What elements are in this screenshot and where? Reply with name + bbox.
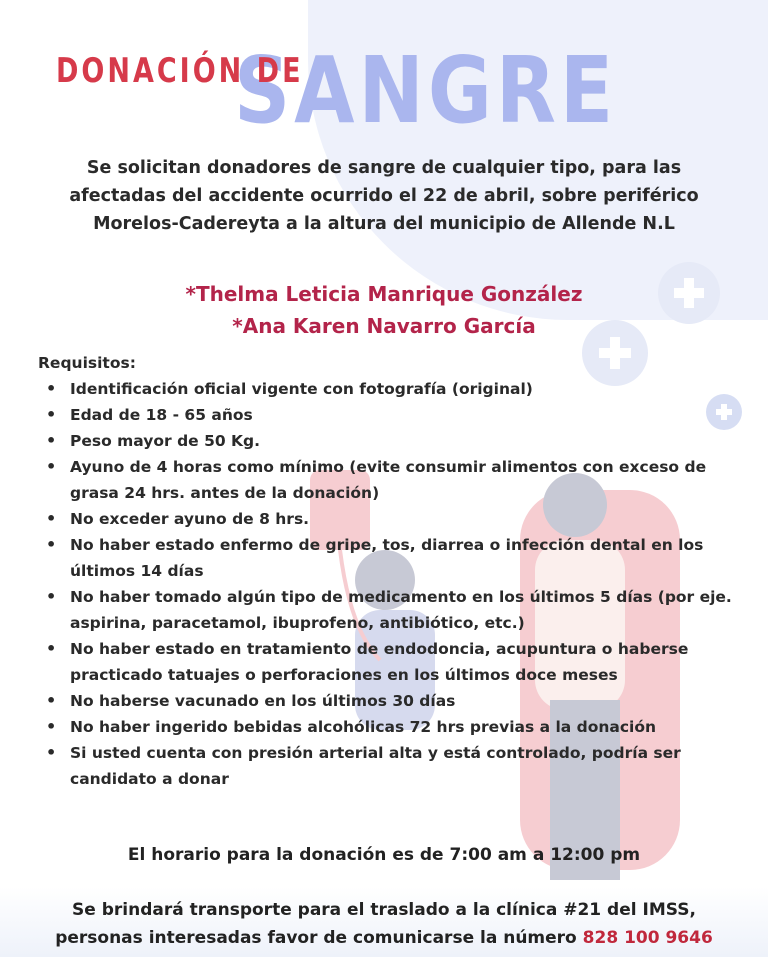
requirement-item: • No haberse vacunado en los últimos 30 días xyxy=(38,688,738,714)
requirement-item: • Identificación oficial vigente con fotografía (original) xyxy=(38,376,738,402)
intro-line: Se solicitan donadores de sangre de cualquier tipo, para las xyxy=(86,158,682,178)
intro-paragraph xyxy=(40,154,728,238)
title-donacion-de: DONACIÓN DE xyxy=(56,52,304,91)
requirement-item: • Edad de 18 - 65 años xyxy=(38,402,738,428)
requirement-item: • No haber tomado algún tipo de medicamento en los últimos 5 días (por eje. aspirina, paracetamol, ibuprofeno, antibiótico, etc.) xyxy=(38,584,738,636)
patient-name: *Thelma Leticia Manrique González xyxy=(185,282,583,306)
poster-title xyxy=(56,38,618,145)
transport-contact-text: personas interesadas favor de comunicarse la número xyxy=(55,928,577,948)
phone-number[interactable]: 828 100 9646 xyxy=(582,928,713,948)
patient-names xyxy=(40,278,728,342)
requirement-item: • No exceder ayuno de 8 hrs. xyxy=(38,506,738,532)
transport-line: Se brindará transporte para el traslado a la clínica #21 del IMSS, xyxy=(72,900,696,920)
requirement-item: • No haber estado enfermo de gripe, tos, diarrea o infección dental en los últimos 14 días xyxy=(38,532,738,584)
requirement-item: • Si usted cuenta con presión arterial alta y está controlado, podría ser candidato a donar xyxy=(38,740,738,792)
transport-notice xyxy=(30,896,738,952)
patient-name: *Ana Karen Navarro García xyxy=(232,314,536,338)
requirements-heading: Requisitos: xyxy=(38,354,136,372)
requirement-item: • No haber ingerido bebidas alcohólicas 72 hrs previas a la donación xyxy=(38,714,738,740)
title-sangre: SANGRE xyxy=(234,38,618,145)
requirement-item: • Peso mayor de 50 Kg. xyxy=(38,428,738,454)
requirement-item: • No haber estado en tratamiento de endodoncia, acupuntura o haberse practicado tatuajes o perforaciones en los últimos doce meses xyxy=(38,636,738,688)
intro-line: afectadas del accidente ocurrido el 22 de abril, sobre periférico xyxy=(69,186,699,206)
requirements-section xyxy=(38,350,738,792)
transport-line xyxy=(30,924,738,952)
requirements-list xyxy=(38,376,738,792)
donation-schedule: El horario para la donación es de 7:00 am a 12:00 pm xyxy=(127,845,641,865)
intro-line: Morelos-Cadereyta a la altura del municipio de Allende N.L xyxy=(93,214,675,234)
requirement-item: • Ayuno de 4 horas como mínimo (evite consumir alimentos con exceso de grasa 24 hrs. antes de la donación) xyxy=(38,454,738,506)
